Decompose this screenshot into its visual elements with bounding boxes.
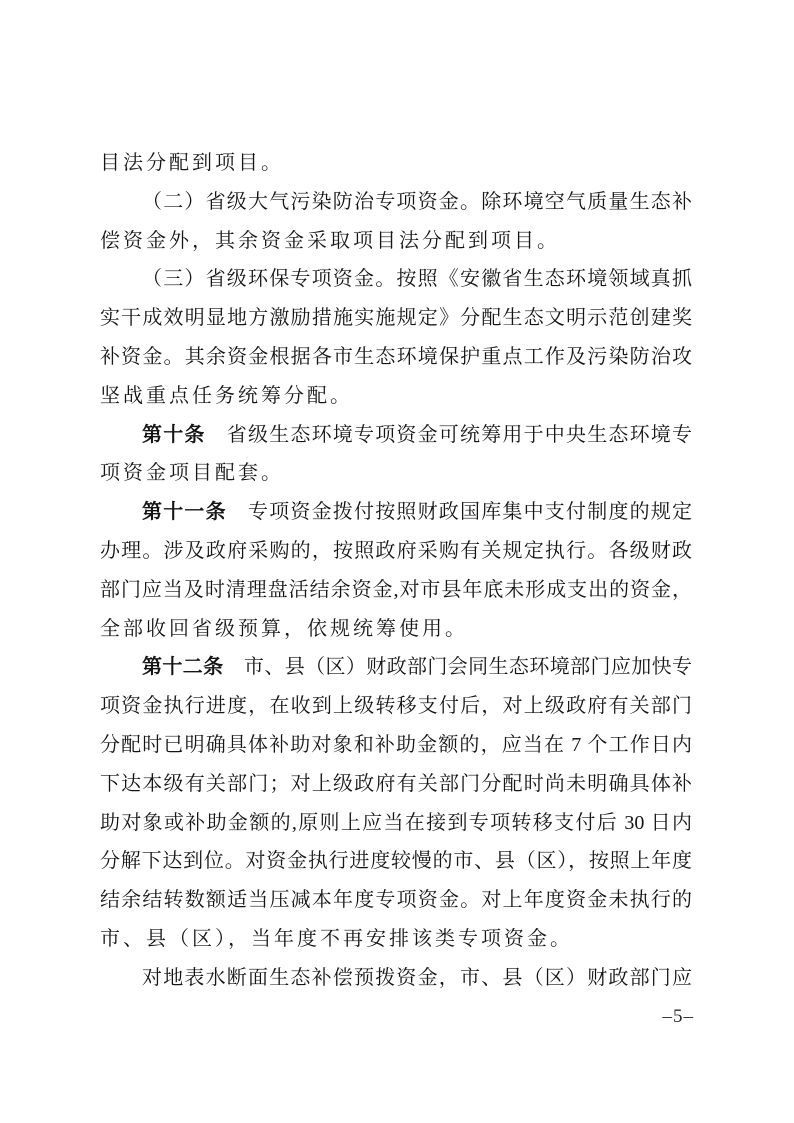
document-line: （二）省级大气污染防治专项资金。除环境空气质量生态补: [142, 190, 692, 213]
document-line: 目法分配到项目。: [100, 152, 284, 174]
article-number: 第十二条: [142, 656, 224, 679]
document-line: （三）省级环保专项资金。按照《安徽省生态环境领域真抓: [142, 268, 692, 291]
document-line: 助对象或补助金额的,原则上应当在接到专项转移支付后 30 日内: [100, 811, 692, 834]
document-line: 分配时已明确具体补助对象和补助金额的，应当在 7 个工作日内: [100, 733, 692, 756]
text-block: [100, 144, 692, 998]
document-line: 实干成效明显地方激励措施实施规定》分配生态文明示范创建奖: [100, 307, 692, 330]
document-line: 第十二条 市、县（区）财政部门会同生态环境部门应加快专: [142, 656, 692, 679]
document-line: 分解下达到位。对资金执行进度较慢的市、县（区），按照上年度: [100, 850, 692, 873]
document-line: 全部收回省级预算，依规统筹使用。: [100, 617, 468, 640]
document-line: 结余结转数额适当压减本年度专项资金。对上年度资金未执行的: [100, 889, 692, 912]
document-line: 补资金。其余资金根据各市生态环境保护重点工作及污染防治攻: [100, 345, 692, 368]
document-line: 办理。涉及政府采购的，按照政府采购有关规定执行。各级财政: [100, 539, 692, 562]
document-line: 第十条 省级生态环境专项资金可统筹用于中央生态环境专: [142, 423, 692, 446]
document-line: 对地表水断面生态补偿预拨资金，市、县（区）财政部门应: [142, 966, 692, 989]
document-line: 坚战重点任务统筹分配。: [100, 384, 353, 407]
article-number: 第十条: [142, 423, 206, 446]
document-line: 市、县（区），当年度不再安排该类专项资金。: [100, 927, 573, 950]
document-line: 第十一条 专项资金拨付按照财政国库集中支付制度的规定: [142, 501, 692, 524]
document-line: 部门应当及时清理盘活结余资金,对市县年底未形成支出的资金，: [100, 578, 692, 601]
document-line: 项资金项目配套。: [100, 462, 284, 485]
document-line: 下达本级有关部门；对上级政府有关部门分配时尚未明确具体补: [100, 772, 692, 795]
article-number: 第十一条: [142, 501, 227, 524]
document-line: 偿资金外，其余资金采取项目法分配到项目。: [100, 229, 560, 252]
document-line: 项资金执行进度，在收到上级转移支付后，对上级政府有关部门: [100, 695, 692, 718]
page-number: –5–: [662, 1006, 694, 1027]
